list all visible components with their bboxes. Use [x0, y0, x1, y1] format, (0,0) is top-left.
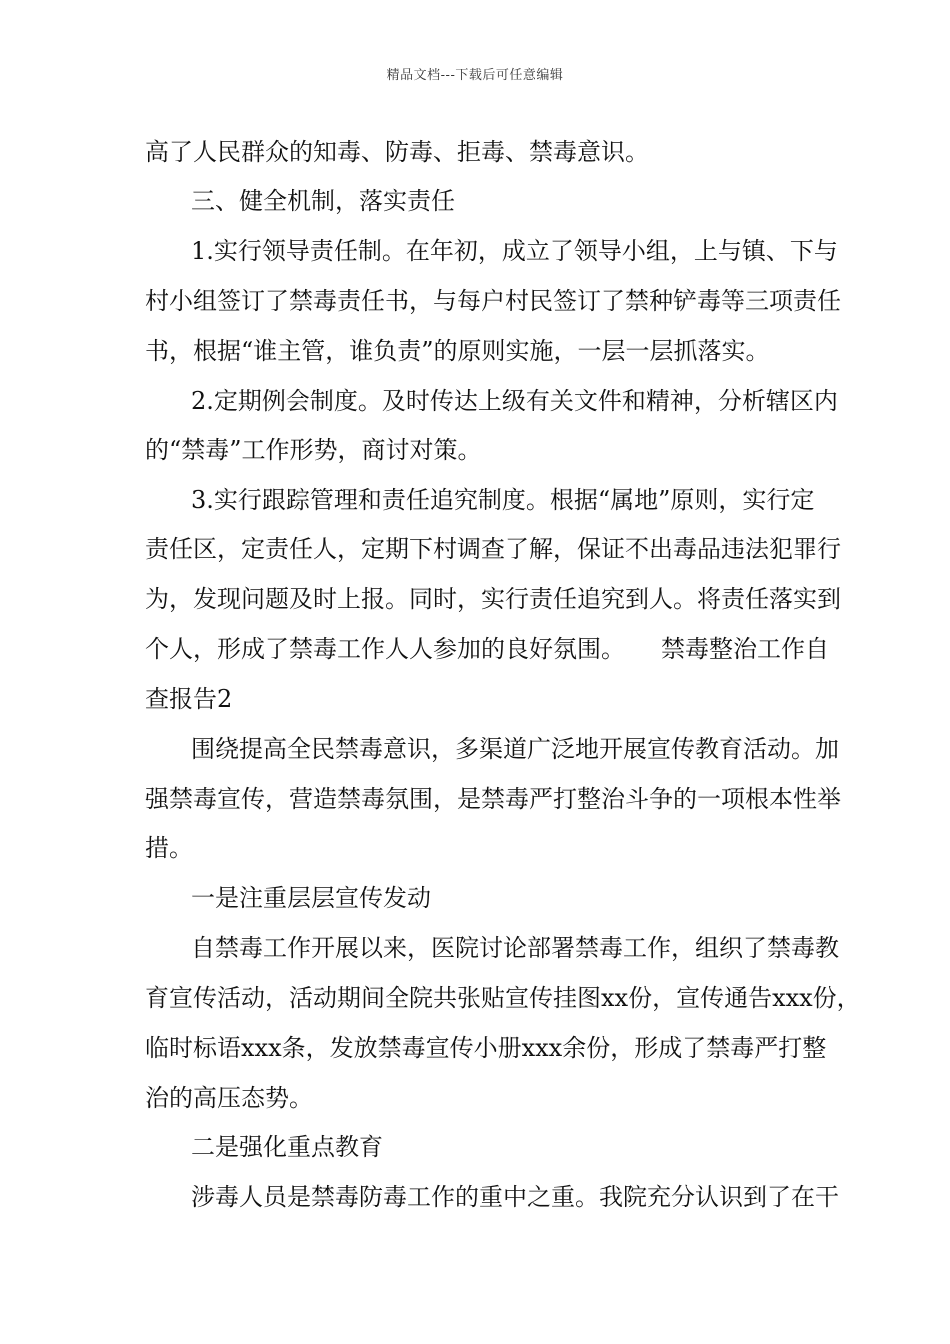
- text-line: 村小组签订了禁毒责任书，与每户村民签订了禁种铲毒等三项责任: [145, 287, 841, 315]
- text-line: 书，根据“谁主管，谁负责”的原则实施，一层一层抓落实。: [145, 337, 770, 365]
- text-line: 措。: [145, 834, 193, 862]
- text-line: 围绕提高全民禁毒意识，多渠道广泛地开展宣传教育活动。加: [191, 735, 839, 763]
- text-line: 强禁毒宣传，营造禁毒氛围，是禁毒严打整治斗争的一项根本性举: [145, 785, 841, 813]
- text-line: 自禁毒工作开展以来，医院讨论部署禁毒工作，组织了禁毒教: [191, 934, 839, 962]
- text-line: 3.实行跟踪管理和责任追究制度。根据“属地”原则，实行定: [191, 486, 815, 514]
- section-heading: 二是强化重点教育: [191, 1133, 383, 1161]
- text-line: 查报告2: [145, 685, 233, 713]
- section-heading: 三、健全机制，落实责任: [191, 187, 455, 215]
- text-line: 涉毒人员是禁毒防毒工作的重中之重。我院充分认识到了在干: [191, 1183, 839, 1211]
- text-line: 育宣传活动，活动期间全院共张贴宣传挂图xx份，宣传通告xxx份，: [145, 984, 861, 1012]
- text-line: 1.实行领导责任制。在年初，成立了领导小组，上与镇、下与: [191, 237, 838, 265]
- text-line: 治的高压态势。: [145, 1084, 313, 1112]
- text-line: 为，发现问题及时上报。同时，实行责任追究到人。将责任落实到: [145, 585, 841, 613]
- text-line: 的“禁毒”工作形势，商讨对策。: [145, 436, 482, 464]
- section-heading: 一是注重层层宣传发动: [191, 884, 431, 912]
- text-line: 2.定期例会制度。及时传达上级有关文件和精神，分析辖区内: [191, 387, 838, 415]
- page-header: 精品文档---下载后可任意编辑: [386, 68, 564, 83]
- text-line: 责任区，定责任人，定期下村调查了解，保证不出毒品违法犯罪行: [145, 535, 841, 563]
- text-line: 高了人民群众的知毒、防毒、拒毒、禁毒意识。: [145, 138, 649, 166]
- text-line: 个人，形成了禁毒工作人人参加的良好氛围。 禁毒整治工作自: [145, 635, 829, 663]
- text-line: 临时标语xxx条，发放禁毒宣传小册xxx余份，形成了禁毒严打整: [145, 1034, 827, 1062]
